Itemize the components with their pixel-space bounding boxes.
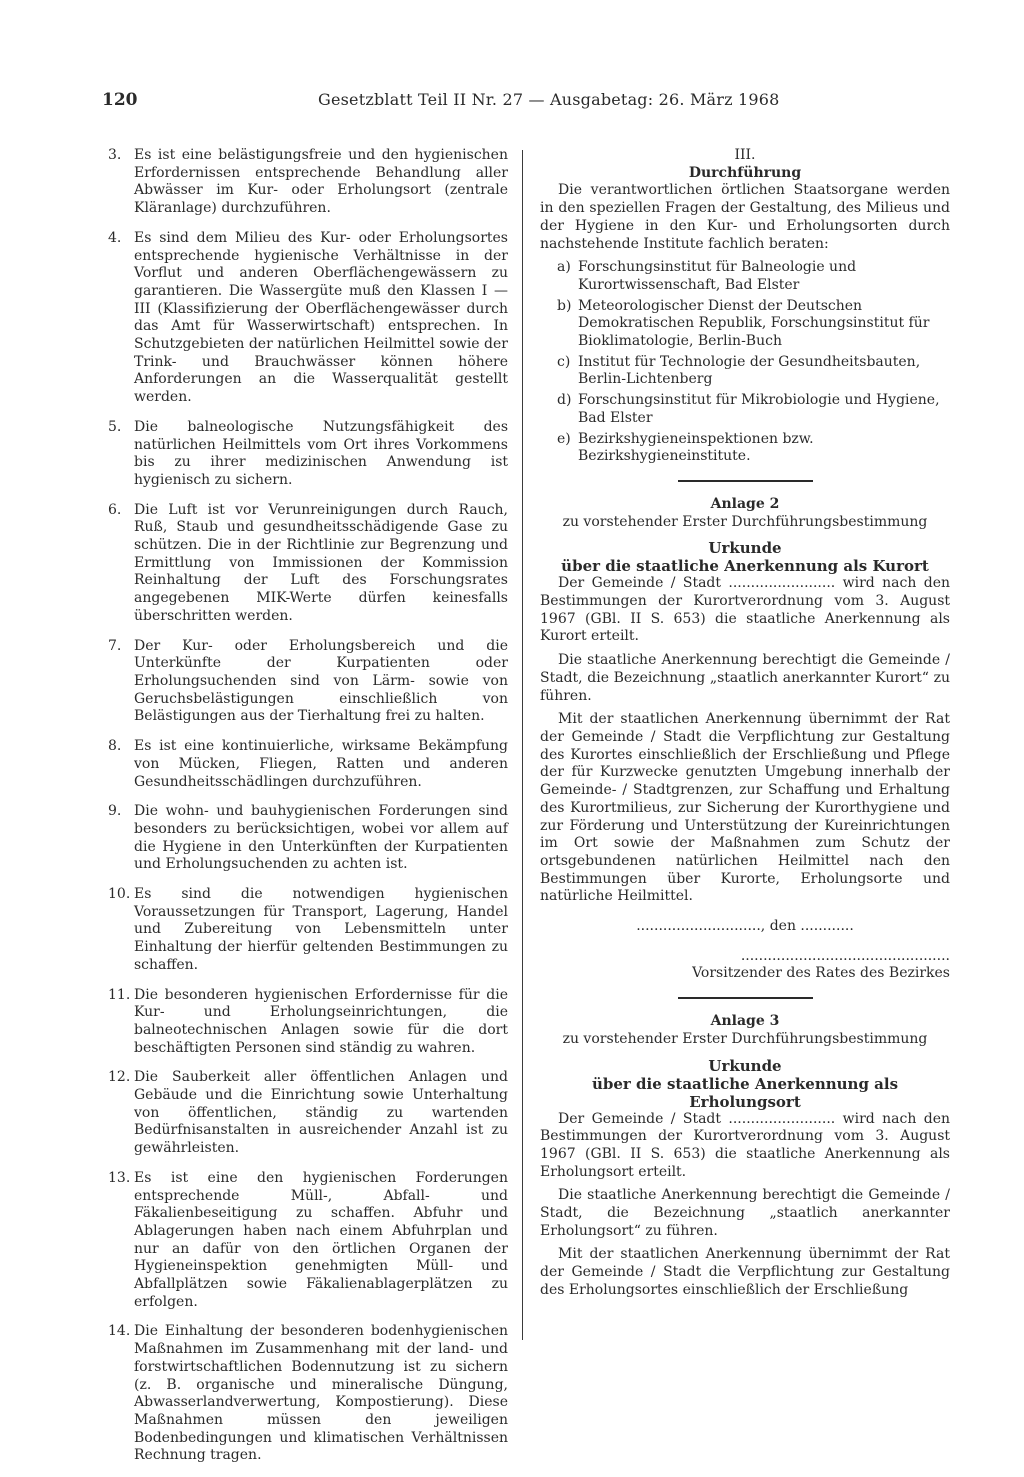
list-item (108, 886, 508, 975)
anlage3-paragraph: Der Gemeinde / Stadt ........................ wird nach den Bestimmungen der Kurortverordnung vom 3. August 1967 (GBl. II S. 653) die staatliche Anerkennung als Erholungsort erteilt. (540, 1110, 950, 1180)
item-text: Die Einhaltung der besonderen bodenhygienischen Maßnahmen im Zusammenhang mit der land- und forstwirtschaftlichen Bodennutzung ist zu sichern (z. B. organische und mineralische Düngung, Abwasserlandverwertung, Kompostierung). Diese Maßnahmen müssen den jeweiligen Bodenbedingungen und klimatischen Verhältnissen Rechnung tragen. (134, 1323, 508, 1464)
institute-item (540, 431, 950, 466)
institute-item (540, 259, 950, 294)
item-text: Die besonderen hygienischen Erfordernisse für die Kur- und Erholungseinrichtungen, die balneotechnischen Anlagen sowie für die dort beschäftigten Personen sind ständig zu wahren. (134, 986, 508, 1056)
list-item (108, 803, 508, 874)
anlage2-subtitle: zu vorstehender Erster Durchführungsbestimmung (562, 513, 928, 530)
institute-label: a) (557, 259, 571, 276)
list-item (108, 419, 508, 490)
place-date-line: ............................, den ............ (636, 918, 854, 935)
column-divider (522, 150, 523, 1340)
institute-item (540, 354, 950, 389)
item-number: 11. (108, 986, 131, 1003)
anlage2-paragraph: Der Gemeinde / Stadt ........................ wird nach den Bestimmungen der Kurortverordnung vom 3. August 1967 (GBl. II S. 653) die staatliche Anerkennung als Kurort erteilt. (540, 575, 950, 645)
header-title: Gesetzblatt Teil II Nr. 27 — Ausgabetag: 26. März 1968 (318, 90, 780, 109)
item-text: Es sind die notwendigen hygienischen Voraussetzungen für Transport, Lagerung, Handel und Zubereitung von Lebensmitteln unter Einhaltung der hierfür geltenden Bestimmungen zu schaffen. (134, 886, 508, 973)
item-number: 12. (108, 1069, 131, 1086)
anlage2-heading-urkunde: Urkunde (708, 539, 782, 558)
institute-label: d) (557, 392, 572, 409)
list-item (108, 1069, 508, 1158)
institute-item (540, 392, 950, 427)
anlage3-heading-urkunde: Urkunde (708, 1056, 782, 1075)
list-item (108, 738, 508, 791)
anlage3-paragraph: Die staatliche Anerkennung berechtigt die Gemeinde / Stadt, die Bezeichnung „staatlich anerkannter Erholungsort“ zu führen. (540, 1187, 950, 1239)
anlage3-title: Anlage 3 (710, 1013, 780, 1030)
institute-label: e) (557, 430, 571, 447)
item-number: 4. (108, 229, 122, 246)
list-item (108, 1170, 508, 1312)
institute-text: Institut für Technologie der Gesundheitsbauten, Berlin-Lichtenberg (578, 353, 921, 388)
anlage3-heading-erholungsort: über die staatliche Anerkennung als Erholungsort (591, 1074, 899, 1111)
item-text: Der Kur- oder Erholungsbereich und die Unterkünfte der Kurpatienten oder Erholungsuchenden sind von Lärm- sowie von Geruchsbelästigungen einschließlich von Belästigungen aus der Tierhaltung frei zu halten. (134, 637, 508, 725)
item-number: 7. (108, 637, 122, 654)
section-rule (678, 997, 813, 999)
item-text: Die wohn- und bauhygienischen Forderungen sind besonders zu berücksichtigen, wobei vor allem auf die Hygiene in den Unterkünften der Kurpatienten und Erholungsuchenden zu achten ist. (134, 803, 508, 873)
item-number: 10. (108, 886, 131, 903)
section-title: Durchführung (688, 164, 802, 181)
item-number: 8. (108, 738, 122, 755)
item-text: Die Sauberkeit aller öffentlichen Anlagen und Gebäude und die Einrichtung sowie Unterhaltung von öffentlichen, ständig zu wartenden Bedürfnisanstalten in ausreichender Anzahl ist zu gewährleisten. (134, 1069, 508, 1157)
item-text: Die balneologische Nutzungsfähigkeit des natürlichen Heilmittels vom Ort ihres Vorkommens bis zu ihrer medizinischen Anwendung ist hygienisch zu sichern. (134, 418, 508, 488)
item-number: 3. (108, 147, 122, 163)
item-text: Es ist eine kontinuierliche, wirksame Bekämpfung von Mücken, Fliegen, Ratten und anderen Gesundheitsschädlingen durchzuführen. (134, 738, 508, 790)
list-item (108, 502, 508, 626)
item-text: Es ist eine belästigungsfreie und den hygienischen Erfordernissen entsprechende Behandlung aller Abwässer im Kur- oder Erholungsort (zentrale Kläranlage) durchzuführen. (134, 147, 508, 217)
signature-label: Vorsitzender des Rates des Bezirkes (692, 965, 950, 982)
item-text: Es ist eine den hygienischen Forderungen entsprechende Müll-, Abfall- und Fäkalienbeseitigung zu schaffen. Abfuhr und Ablagerungen haben nach einem Abfuhrplan und nur an dafür von den örtlichen Organen der Hygieneinspektion genehmigten Müll- und Abfallplätzen sowie Fäkalienablagerplätzen zu erfolgen. (134, 1169, 508, 1310)
anlage3-paragraph: Mit der staatlichen Anerkennung übernimmt der Rat der Gemeinde / Stadt die Verpflichtung zur Gestaltung des Erholungsortes einschließlich der Erschließung (540, 1246, 950, 1298)
institute-text: Forschungsinstitut für Balneologie und Kurortwissenschaft, Bad Elster (578, 259, 857, 293)
item-number: 6. (108, 501, 122, 518)
signature-dots: ............................................... (740, 947, 950, 964)
page-number: 120 (102, 90, 138, 110)
institute-text: Forschungsinstitut für Mikrobiologie und Hygiene, Bad Elster (578, 392, 940, 426)
list-item (108, 987, 508, 1058)
item-text: Es sind dem Milieu des Kur- oder Erholungsortes entsprechende hygienische Verhältnisse in der Vorflut und anderen Oberflächengewässern zu garantieren. Die Wassergüte muß den Klassen I — III (Klassifizierung der Oberflächengewässer durch das Amt für Wasserwirtschaft) entsprechen. In Schutzgebieten der natürlichen Heilmittel sowie der Trink- und Brauchwässer können höhere Anforderungen an die Wasserqualität gestellt werden. (134, 229, 508, 406)
anlage2-title: Anlage 2 (710, 495, 780, 512)
anlage3-subtitle: zu vorstehender Erster Durchführungsbestimmung (562, 1030, 928, 1047)
section-intro: Die verantwortlichen örtlichen Staatsorgane werden in den speziellen Fragen der Gestaltung, des Milieus und der Hygiene in den Kur- und Erholungsorten durch nachstehende Institute fachlich beraten: (540, 182, 950, 252)
item-number: 14. (108, 1323, 131, 1340)
anlage2-heading-kurort: über die staatliche Anerkennung als Kurort (561, 557, 929, 576)
list-item (108, 230, 508, 407)
anlage2-paragraph: Die staatliche Anerkennung berechtigt die Gemeinde / Stadt, die Bezeichnung „staatlich anerkannter Kurort“ zu führen. (540, 652, 950, 704)
list-item (108, 1323, 508, 1465)
page-header (102, 90, 952, 118)
left-column (108, 147, 508, 1477)
institute-text: Meteorologischer Dienst der Deutschen Demokratischen Republik, Forschungsinstitut für Bioklimatologie, Berlin-Buch (578, 297, 930, 350)
institute-item (540, 298, 950, 351)
institute-label: b) (557, 297, 572, 314)
section-rule (678, 480, 813, 482)
right-column (540, 147, 950, 1306)
list-item (108, 638, 508, 727)
item-number: 9. (108, 803, 122, 820)
institute-text: Bezirkshygieneinspektionen bzw. Bezirkshygieneinstitute. (578, 430, 814, 465)
list-item (108, 147, 508, 218)
section-numeral: III. (734, 147, 756, 163)
item-number: 13. (108, 1169, 131, 1186)
item-number: 5. (108, 418, 122, 435)
item-text: Die Luft ist vor Verunreinigungen durch Rauch, Ruß, Staub und gesundheitsschädigende Gase zu schützen. Die in der Richtlinie zur Begrenzung und Ermittlung von Immissionen der Kommission Reinhaltung der Luft des Forschungsrates angegebenen MIK-Werte dürfen keinesfalls überschritten werden. (134, 501, 508, 624)
institute-label: c) (557, 353, 571, 370)
anlage2-paragraph: Mit der staatlichen Anerkennung übernimmt der Rat der Gemeinde / Stadt die Verpflichtung zur Gestaltung des Kurortes einschließlich der Erschließung und Pflege der für Kurzwecke genutzten Umgebung innerhalb der Gemeinde- / Stadtgrenzen, zur Schaffung und Erhaltung des Kurortmilieus, zur Sicherung der Kurorthygiene und zur Förderung und Unterstützung der Kureinrichtungen im Ort sowie der Maßnahmen zum Schutz der ortsgebundenen natürlichen Heilmittel nach den Bestimmungen über Kurorte, Erholungsorte und natürliche Heilmittel. (540, 711, 950, 905)
